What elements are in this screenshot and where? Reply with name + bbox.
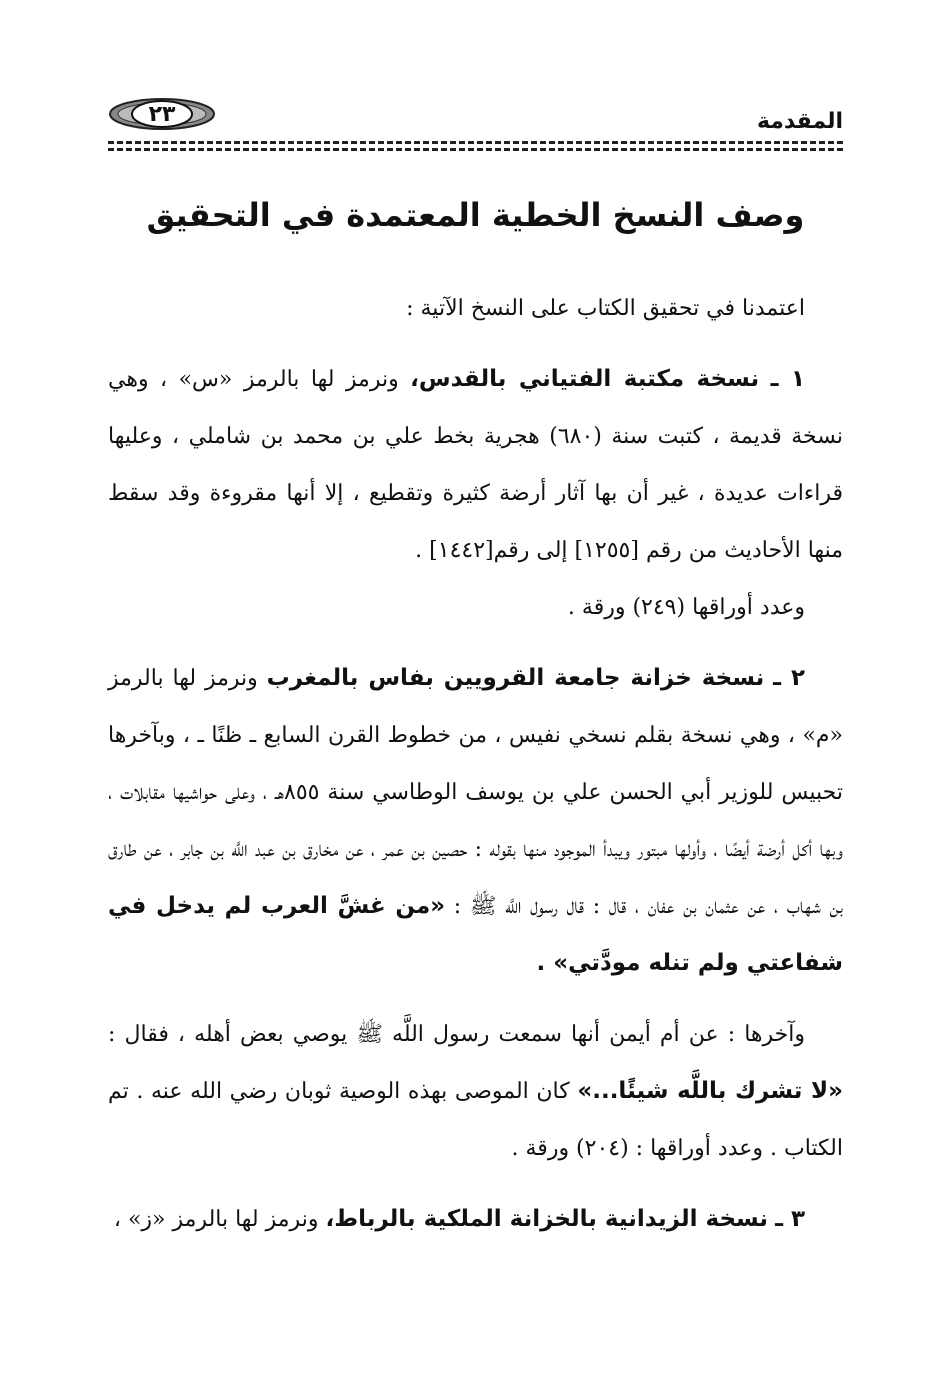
- intro-paragraph: اعتمدنا في تحقيق الكتاب على النسخ الآتية :: [406, 296, 805, 321]
- ending-quote: «لا تشرك باللَّه شيئًا...»: [577, 1078, 844, 1104]
- manuscript-3-number: ٣ ـ: [775, 1206, 805, 1232]
- page-content: [108, 190, 843, 1248]
- manuscript-1-number: ١ ـ: [770, 366, 805, 392]
- manuscript-1-leaves: وعدد أوراقها (٢٤٩) ورقة .: [567, 595, 805, 620]
- manuscript-3-text: ونرمز لها بالرمز «ز» ،: [113, 1207, 319, 1232]
- manuscript-3-name: نسخة الزيدانية بالخزانة الملكية بالرباط،: [325, 1206, 769, 1232]
- ending-text: كان الموصى بهذه الوصية ثوبان رضي الله عنه . تم الكتاب . وعدد أوراقها : (٢٠٤) ورقة .: [108, 1079, 843, 1161]
- page-number-badge: [108, 97, 216, 131]
- manuscript-2-name: نسخة خزانة جامعة القرويين بفاس بالمغرب: [266, 665, 765, 691]
- manuscript-2-paragraph: [108, 650, 843, 992]
- manuscript-2-ending: [108, 1006, 843, 1177]
- manuscript-2-number: ٢ ـ: [773, 665, 805, 691]
- running-head: المقدمة: [756, 109, 843, 134]
- page-number: ٢٣: [148, 102, 176, 127]
- page-header: [108, 95, 843, 155]
- manuscript-1-paragraph: [108, 351, 843, 579]
- manuscript-3-paragraph: [108, 1191, 843, 1248]
- manuscript-1-text: ونرمز لها بالرمز «س» ، وهي نسخة قديمة ، كتبت سنة (٦٨٠) هجرية بخط علي بن محمد بن شاملي ، وعليها قراءات عديدة ، غير أن بها آثار أرضة كثيرة وتقطيع ، إلا أنها مقروءة وقد سقط منها الأحاديث من رقم [١٢٥٥] إلى رقم[١٤٤٢] .: [108, 367, 843, 563]
- manuscript-1-name: نسخة مكتبة الفتياني بالقدس،: [410, 366, 760, 392]
- ending-intro: وآخرها : عن أم أيمن أنها سمعت رسول اللَّه ﷺ يوصي بعض أهله ، فقال :: [108, 1022, 805, 1047]
- header-rule: [108, 141, 843, 153]
- section-title: وصف النسخ الخطية المعتمدة في التحقيق: [146, 196, 805, 234]
- manuscript-2-text: ونرمز لها بالرمز «م» ، وهي نسخة بقلم نسخي نفيس ، من خطوط القرن السابع ـ ظنًا ـ ، وبآخرها تحبيس للوزير أبي الحسن علي بن يوسف الوطاسي سنة ٨٥٥هـ ، وعلى حواشيها مقابلات ، وبها أكل أرضة أيضًا ، وأولها مبتور ويبدأ الموجود منها بقوله : حصين بن عمر ، عن مخارق بن عبد اللَّه بن جابر ، عن طارق بن شهاب ، عن عثمان بن عفان ، قال : قال رسول اللَّه ﷺ :: [108, 666, 843, 919]
- hadith-quote: «من غشَّ العرب لم يدخل في شفاعتي ولم تنله مودَّتي» .: [108, 893, 843, 976]
